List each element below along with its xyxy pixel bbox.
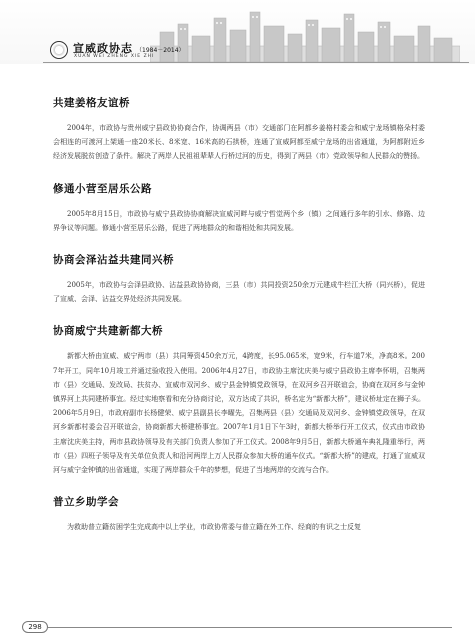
section-heading: 协商会泽沾益共建同兴桥 (53, 254, 174, 267)
section-paragraph: 新都大桥由宣威、威宁两市（县）共同筹资450余万元，4跨度，长95.065米，宽9米，行车道7米，净高8米。2007年开工，同年10月竣工并通过验收投入使用。2006年4月27日，市政协主席沈庆美与威宁县政协主席李怀明，召集两市（县）交通局、发改局、扶贫办、宣威市双河乡、威宁县金钟镇党政领导，在双河乡召开联谊会，协商在双河乡与金钟镇界河上共同建桥事宜。经过实地察看和充分协商讨论，双方达成了共识，桥名定为“新都大桥”，建议桥址定在狮子头。2006年5月9日，市政府副市长杨健荣、威宁县副县长李曜先，召集两县（县）交通局及双河乡、金钟镇党政领导，在双河乡新都村委会召开联谊会，协商新都大桥建桥事宜。2007年1月1日下午3时，新都大桥举行开工仪式，仪式由市政协主席沈庆美主持，两市县政协领导及有关部门负责人参加了开工仪式。2008年9月5日，新都大桥通车典礼隆重举行，两市（县）四班子领导及有关单位负责人和沿河两岸上万人民群众参加大桥的通车仪式。“新都大桥”的建成，打通了宣威双河与威宁金钟镇的出省通道，实现了两岸群众千年的梦想，促进了当地两岸的交流与合作。 (53, 352, 425, 475)
page-number: 298 (22, 621, 48, 633)
section-paragraph: 为救助普立籍贫困学生完成高中以上学业，市政协常委与普立籍在外工作、经商的有识之士反复 (67, 523, 361, 532)
section-paragraph: 2004年，市政协与贵州威宁县政协协商合作，协调两县（市）交通部门在阿都乡姜格村委会和威宁龙场镇格朵村委会相连的可渡河上架通一座20米长、8米宽、16米高的石拱桥，连通了宣威阿都至威宁龙场的出省通道，为阿都附近乡经济发展脱贫创造了条件。解决了两岸人民祖祖辈辈人行桥过河的历史，得到了两县（市）党政领导和人民群众的赞扬。 (53, 124, 425, 161)
page-header (0, 0, 475, 64)
section-heading: 共建姜格友谊桥 (53, 97, 130, 109)
section-paragraph: 2005年，市政协与会泽县政协、沾益县政协协商，三县（市）共同投资250余万元建成牛栏江大桥（同兴桥），促进了宣威、会泽、沾益交界处经济共同发展。 (53, 281, 425, 304)
section-tongxing-bridge (53, 253, 425, 306)
emblem-icon (50, 41, 68, 59)
footer-divider (48, 627, 452, 628)
section-heading: 协商威宁共建新都大桥 (53, 325, 163, 338)
page-content (53, 96, 425, 552)
section-puli-aid-society (53, 495, 425, 534)
section-heading: 修通小营至居乐公路 (53, 182, 152, 195)
city-skyline-image (150, 6, 460, 62)
section-jiangge-bridge (53, 96, 425, 164)
book-years: （1984－2014） (136, 47, 185, 54)
section-paragraph: 2005年8月15日，市政协与威宁县政协协商解决宣威河畔与威宁哲觉两个乡（镇）之间通行多年的引水、修路、边界争议等问题。修通小营至居乐公路，促进了两地群众的和谐相处和共同发展。 (53, 209, 425, 232)
section-heading: 普立乡助学会 (53, 496, 119, 509)
header-divider (43, 62, 469, 63)
book-title: 宣威政协志 （1984－2014） (73, 42, 185, 55)
section-xindu-bridge (53, 324, 425, 477)
book-pinyin: XUAN WEI ZHENG XIE ZHI (74, 54, 155, 59)
section-xiaoying-road (53, 182, 425, 235)
